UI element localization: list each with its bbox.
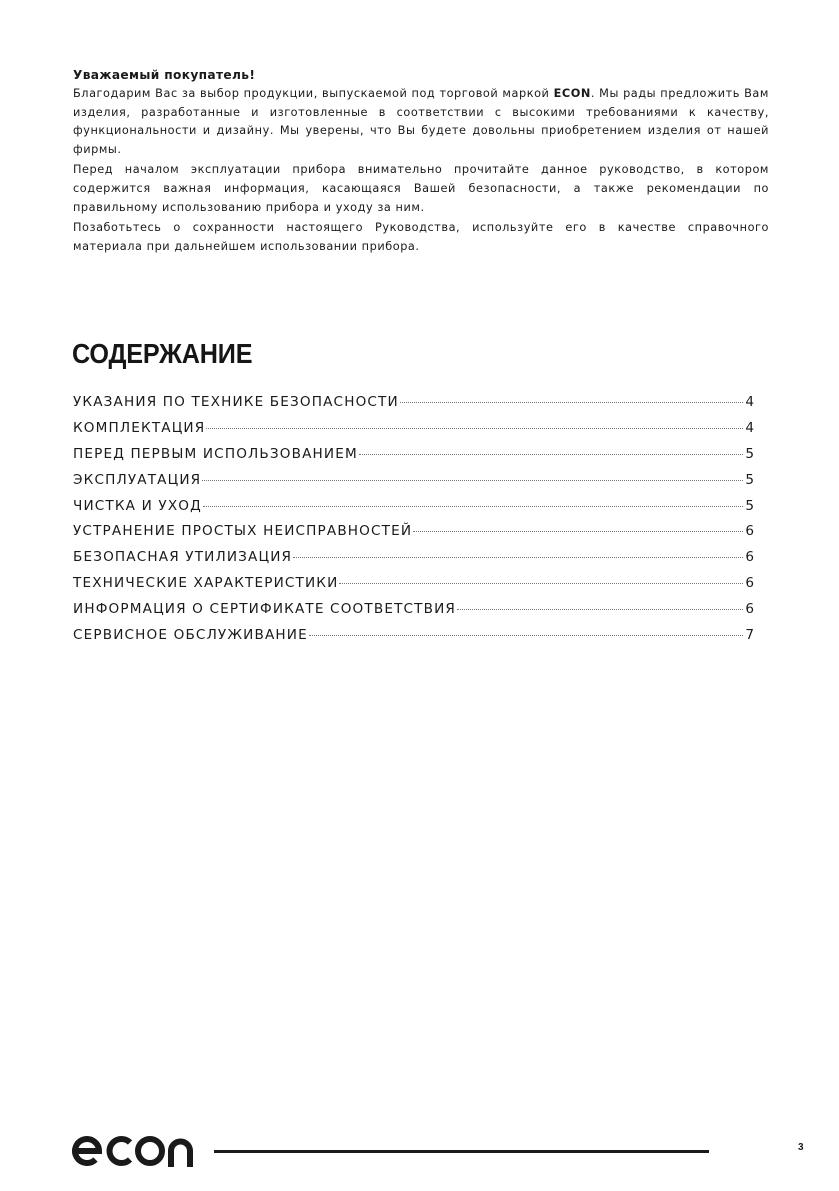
toc-item-title: УСТРАНЕНИЕ ПРОСТЫХ НЕИСПРАВНОСТЕЙ	[73, 523, 413, 540]
toc-item-title: ЧИСТКА И УХОД	[73, 497, 202, 514]
toc-item-page: 5	[745, 471, 754, 488]
toc-dot-leader	[203, 505, 743, 507]
toc-dot-leader	[457, 608, 743, 610]
toc-item[interactable]	[73, 549, 754, 575]
toc-item-page: 5	[745, 445, 754, 462]
toc-heading: СОДЕРЖАНИЕ	[72, 338, 253, 369]
toc-dot-leader	[309, 634, 744, 636]
toc-item-title: ТЕХНИЧЕСКИЕ ХАРАКТЕРИСТИКИ	[73, 575, 339, 592]
toc-item[interactable]	[73, 446, 754, 472]
intro-paragraph-2: Перед началом эксплуатации прибора внимательно прочитайте данное руководство, в котором содержится важная информация, касающаяся Вашей безопасности, а также рекомендации по правильному использованию прибора и уходу за ним.	[73, 163, 769, 214]
toc-item-page: 4	[745, 394, 754, 410]
toc-item-title: УКАЗАНИЯ ПО ТЕХНИКЕ БЕЗОПАСНОСТИ	[73, 394, 399, 410]
toc-item-page: 6	[745, 575, 754, 592]
toc-dot-leader	[359, 453, 743, 455]
toc-item-page: 7	[745, 627, 754, 644]
footer-divider	[214, 1150, 709, 1153]
toc-item[interactable]	[73, 472, 754, 498]
greeting: Уважаемый покупатель!	[73, 68, 256, 82]
toc-item-title: ПЕРЕД ПЕРВЫМ ИСПОЛЬЗОВАНИЕМ	[73, 445, 358, 462]
intro-paragraph-1-end: . Мы рады предложить Вам изделия, разработанные и изготовленные в соответствии с высокими требованиями к качеству, функциональности и дизайну. Мы уверены, что Вы будете довольны приобретением изделия от нашей фирмы.	[73, 87, 769, 156]
toc-item[interactable]	[73, 420, 754, 446]
toc-item[interactable]	[73, 601, 754, 627]
table-of-contents	[73, 394, 754, 653]
intro-paragraph-1	[73, 85, 769, 159]
toc-item-title: СЕРВИСНОЕ ОБСЛУЖИВАНИЕ	[73, 627, 308, 644]
toc-item-page: 4	[745, 419, 754, 436]
intro-section	[73, 66, 769, 258]
brand-name: ECON	[553, 87, 591, 100]
toc-item-title: ЭКСПЛУАТАЦИЯ	[73, 471, 202, 488]
toc-item-page: 6	[745, 523, 754, 540]
toc-item[interactable]	[73, 523, 754, 549]
toc-dot-leader	[202, 479, 743, 481]
econ-logo-icon	[72, 1132, 194, 1170]
toc-item-page: 6	[745, 549, 754, 566]
toc-item[interactable]	[73, 394, 754, 420]
toc-item-title: ИНФОРМАЦИЯ О СЕРТИФИКАТЕ СООТВЕТСТВИЯ	[73, 601, 457, 618]
toc-dot-leader	[400, 401, 744, 403]
toc-item-page: 6	[745, 601, 754, 618]
toc-item[interactable]	[73, 498, 754, 524]
toc-item-title: БЕЗОПАСНАЯ УТИЛИЗАЦИЯ	[73, 549, 293, 566]
toc-dot-leader	[413, 530, 743, 532]
toc-item-page: 5	[745, 497, 754, 514]
page-number: 3	[798, 1142, 804, 1153]
intro-paragraph-1-start: Благодарим Вас за выбор продукции, выпускаемой под торговой маркой	[73, 87, 554, 100]
toc-item[interactable]	[73, 575, 754, 601]
toc-item-title: КОМПЛЕКТАЦИЯ	[73, 419, 206, 436]
toc-item[interactable]	[73, 627, 754, 653]
toc-dot-leader	[206, 427, 743, 429]
toc-dot-leader	[339, 582, 743, 584]
intro-paragraph-3: Позаботьтесь о сохранности настоящего Руководства, используйте его в качестве справочного материала при дальнейшем использовании прибора.	[73, 221, 769, 253]
toc-dot-leader	[293, 556, 743, 558]
